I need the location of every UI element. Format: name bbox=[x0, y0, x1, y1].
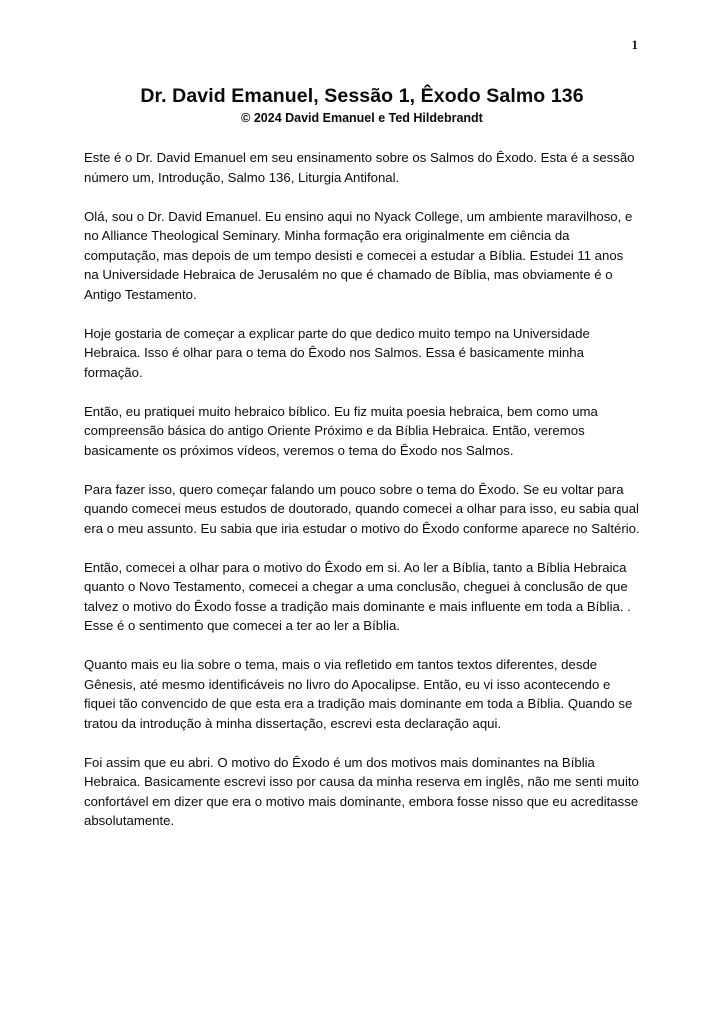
paragraph: Quanto mais eu lia sobre o tema, mais o via refletido em tantos textos diferentes, desde Gênesis, até mesmo identificáveis no livro do Apocalipse. Então, eu vi isso acontecendo e fiquei tão convencido de que esta era a tradição mais dominante em toda a Bíblia. Quando se tratou da introdução à minha dissertação, escrevi esta declaração aqui. bbox=[84, 657, 633, 731]
paragraph: Hoje gostaria de começar a explicar parte do que dedico muito tempo na Universidade Hebraica. Isso é olhar para o tema do Êxodo nos Salmos. Essa é basicamente minha formação. bbox=[84, 325, 590, 380]
page-number: 1 bbox=[631, 37, 638, 52]
paragraph: Olá, sou o Dr. David Emanuel. Eu ensino aqui no Nyack College, um ambiente maravilhoso, e no Alliance Theological Seminary. Minha formação era originalmente em ciência da computação, mas depois de um tempo desisti e comecei a estudar a Bíblia. Estudei 11 anos na Universidade Hebraica de Jerusalém no que é chamado de Bíblia, mas obviamente é o Antigo Testamento. bbox=[84, 208, 633, 302]
paragraph: Então, eu pratiquei muito hebraico bíblico. Eu fiz muita poesia hebraica, bem como uma compreensão básica do antigo Oriente Próximo e da Bíblia Hebraica. Então, veremos basicamente os próximos vídeos, veremos o tema do Êxodo nos Salmos. bbox=[84, 403, 598, 458]
document-body bbox=[84, 148, 640, 831]
paragraph: Foi assim que eu abri. O motivo do Êxodo é um dos motivos mais dominantes na Bíblia Hebraica. Basicamente escrevi isso por causa da minha reserva em inglês, não me senti muito confortável em dizer que era o motivo mais dominante, embora fosse nisso que eu acreditasse absolutamente. bbox=[84, 754, 639, 828]
paragraph: Então, comecei a olhar para o motivo do Êxodo em si. Ao ler a Bíblia, tanto a Bíblia Hebraica quanto o Novo Testamento, comecei a chegar a uma conclusão, cheguei à conclusão de que talvez o motivo do Êxodo fosse a tradição mais dominante e mais influente em toda a Bíblia. . Esse é o sentimento que comecei a ter ao ler a Bíblia. bbox=[84, 559, 631, 633]
paragraph: Para fazer isso, quero começar falando um pouco sobre o tema do Êxodo. Se eu voltar para quando comecei meus estudos de doutorado, quando comecei a olhar para isso, eu sabia qual era o meu assunto. Eu sabia que iria estudar o motivo do Êxodo conforme aparece no Saltério. bbox=[84, 481, 640, 536]
page-subtitle: © 2024 David Emanuel e Ted Hildebrandt bbox=[241, 111, 483, 125]
page-title: Dr. David Emanuel, Sessão 1, Êxodo Salmo 136 bbox=[140, 85, 584, 107]
paragraph: Este é o Dr. David Emanuel em seu ensinamento sobre os Salmos do Êxodo. Esta é a sessão número um, Introdução, Salmo 136, Liturgia Antifonal. bbox=[84, 150, 635, 185]
